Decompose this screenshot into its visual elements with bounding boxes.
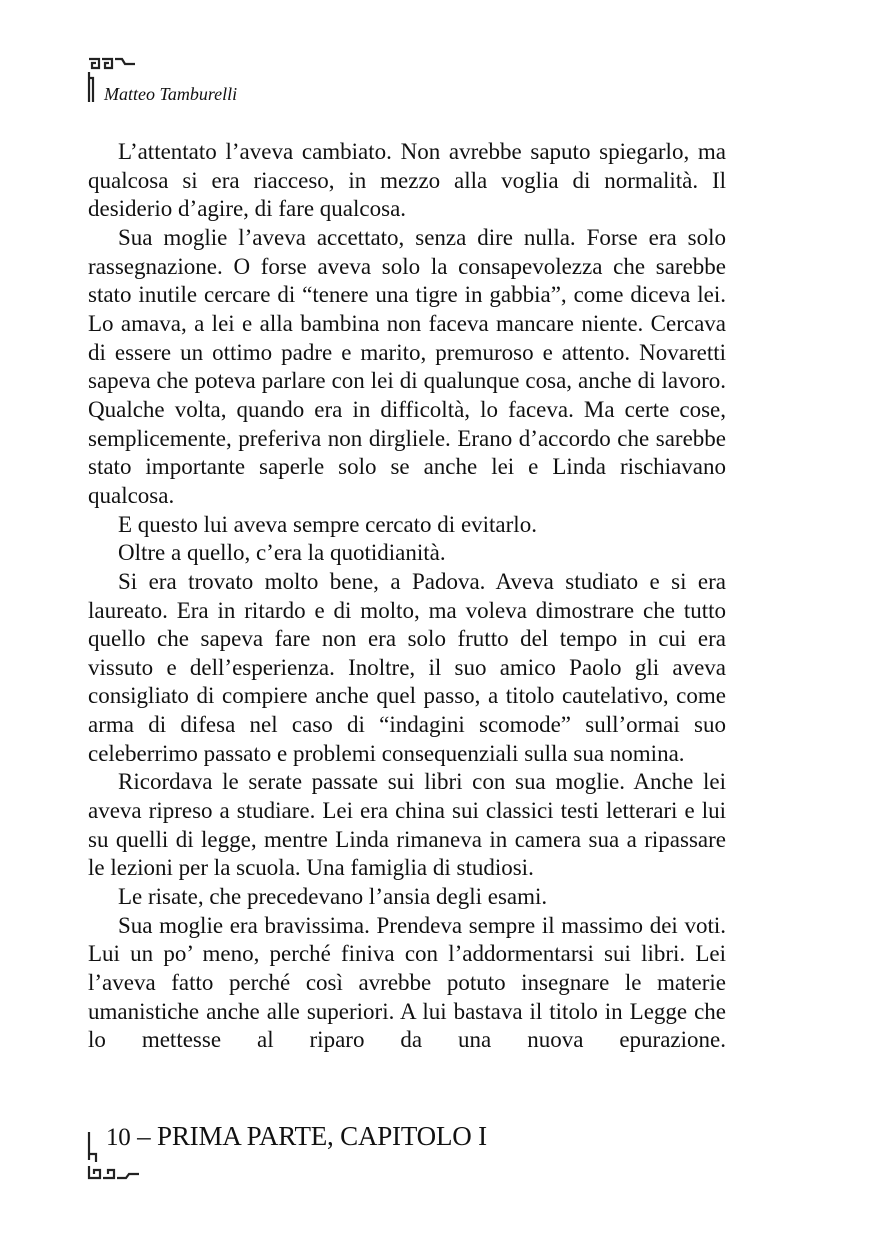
paragraph: Ricordava le serate passate sui libri con sua moglie. Anche lei aveva ripreso a studiare. Lei era china sui classici testi letterari e lui su quelli di legge, mentre Linda rimaneva in camera sua a ripassare le lezioni per la scuola. Una famiglia di studiosi.: [88, 769, 726, 881]
running-footer: [86, 1120, 586, 1184]
paragraph: Sua moglie l’aveva accettato, senza dire nulla. Forse era solo rassegnazione. O forse aveva solo la consapevolezza che sarebbe stato inutile cercare di “tenere una tigre in gabbia”, come diceva lei. Lo amava, a lei e alla bambina non faceva mancare niente. Cercava di essere un ottimo padre e marito, premuroso e attento. Novaretti sapeva che poteva parlare con lei di qualunque cosa, anche di lavoro. Qualche volta, quando era in difficoltà, lo faceva. Ma certe cose, semplicemente, preferiva non dirgliele. Erano d’accordo che sarebbe stato importante saperle solo se anche lei e Linda rischiavano qualcosa.: [88, 224, 726, 508]
section-title: PRIMA PARTE, CAPITOLO I: [157, 1121, 487, 1151]
paragraph: Sua moglie era bravissima. Prendeva sempre il massimo dei voti. Lui un po’ meno, perché finiva con l’addormentarsi sui libri. Lei l’aveva fatto perché così avrebbe potuto insegnare le materie umanistiche anche alle superiori. A lui bastava il titolo in Legge che lo mettesse al riparo da una nuova epurazione.: [88, 912, 726, 1053]
page-number: 10: [106, 1124, 131, 1151]
paragraph: L’attentato l’aveva cambiato. Non avrebbe saputo spiegarlo, ma qualcosa si era riacceso, in mezzo alla voglia di normalità. Il desiderio d’agire, di fare qualcosa.: [88, 139, 726, 222]
running-header: [86, 56, 386, 108]
footer-separator: –: [137, 1121, 151, 1151]
paragraph: Le risate, che precedevano l’ansia degli esami.: [118, 884, 548, 910]
running-header-author: Matteo Tamburelli: [104, 84, 238, 104]
paragraph: Oltre a quello, c’era la quotidianità.: [118, 540, 446, 566]
body-text: [88, 138, 726, 1055]
running-footer-label: [106, 1121, 487, 1152]
paragraph: Si era trovato molto bene, a Padova. Aveva studiato e si era laureato. Era in ritardo e di molto, ma voleva dimostrare che tutto quello che sapeva fare non era solo frutto del tempo in cui era vissuto e dell’esperienza. Inoltre, il suo amico Paolo gli aveva consigliato di compiere anche quel passo, a titolo cautelativo, come arma di difesa nel caso di “indagini scomode” sull’ormai suo celeberrimo passato e problemi consequenziali sulla sua nomina.: [88, 568, 726, 766]
paragraph: E questo lui aveva sempre cercato di evitarlo.: [118, 511, 537, 537]
